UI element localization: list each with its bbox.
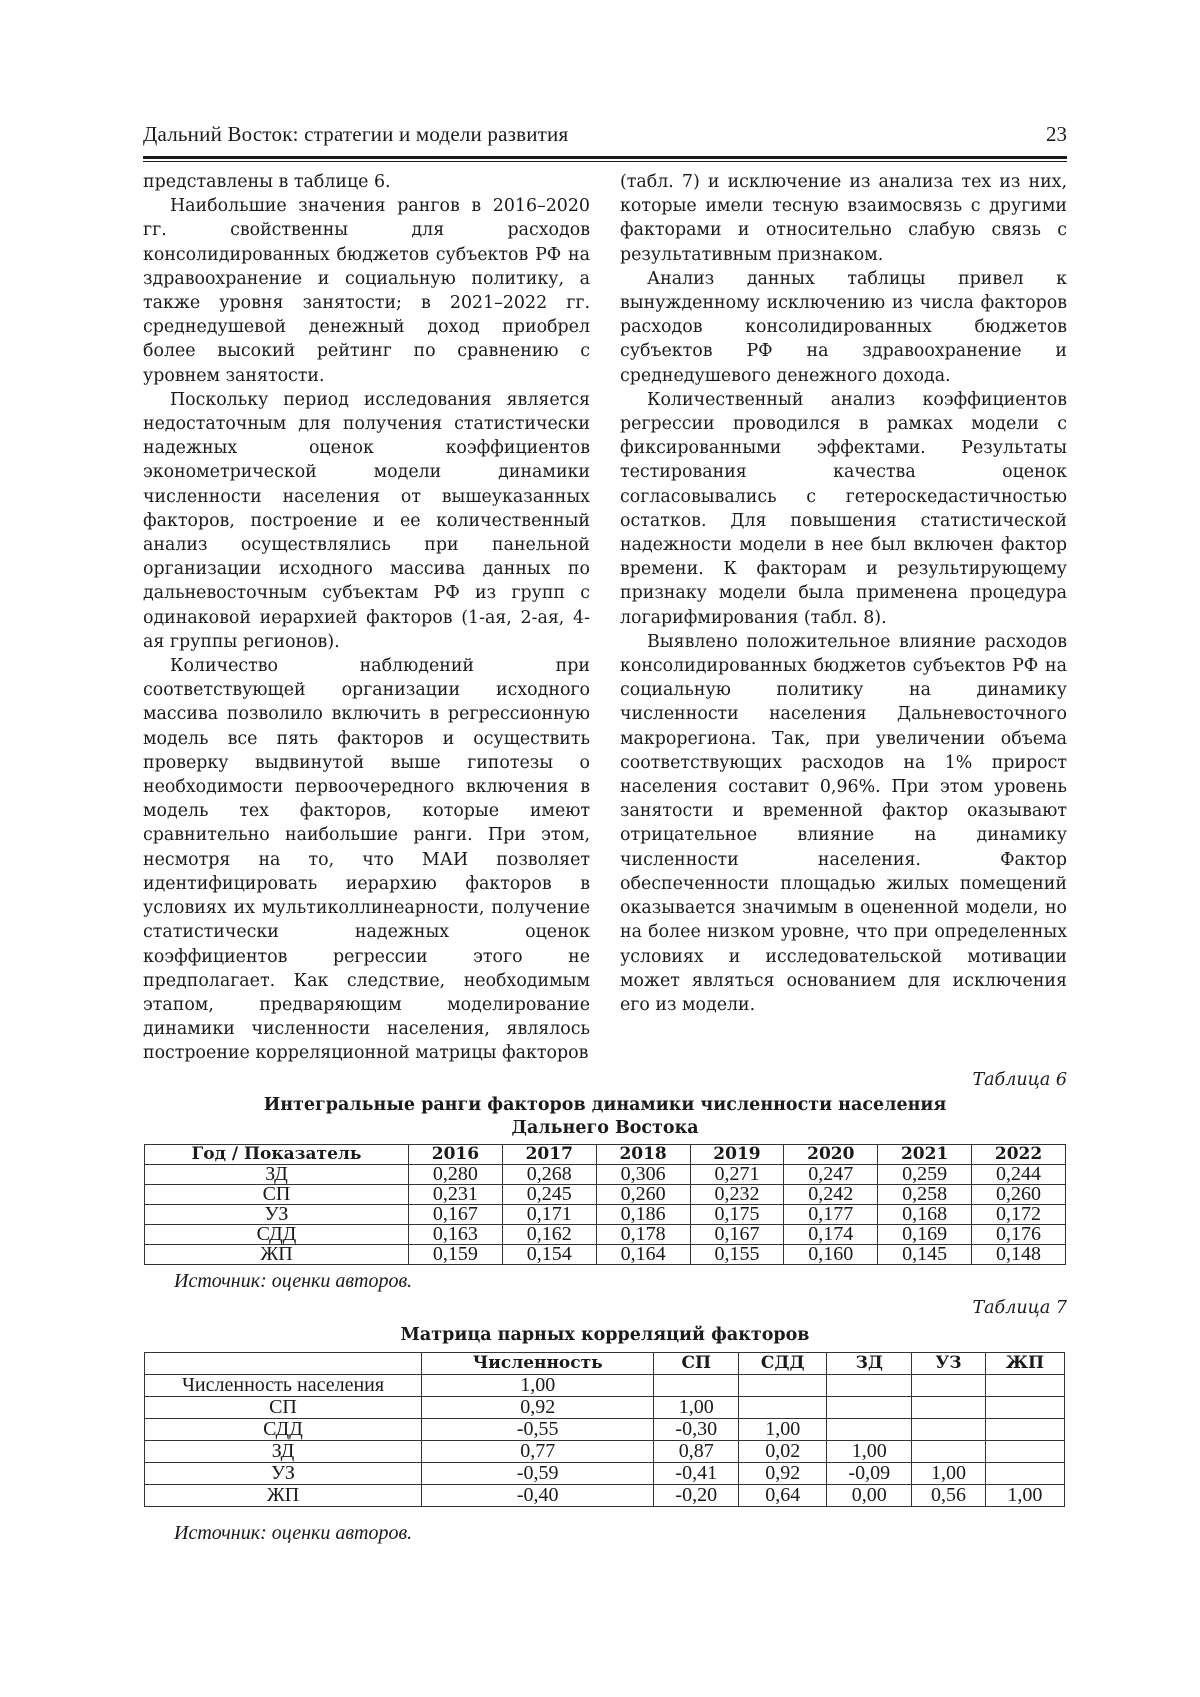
value-cell — [985, 1375, 1064, 1397]
value-cell: 0,00 — [827, 1485, 912, 1507]
table-row — [145, 1485, 1065, 1507]
value-cell: 0,232 — [690, 1185, 784, 1205]
table-row — [145, 1397, 1065, 1419]
table-row — [145, 1419, 1065, 1441]
value-cell: 0,167 — [690, 1225, 784, 1245]
running-header — [143, 118, 1067, 148]
value-cell: 0,172 — [972, 1205, 1066, 1225]
value-cell: 0,268 — [502, 1165, 596, 1185]
value-cell: 0,174 — [784, 1225, 878, 1245]
table6-title-line1: Интегральные ранги факторов динамики численности населения — [263, 1095, 947, 1115]
row-label-cell: СДД — [145, 1419, 422, 1441]
table7-label: Таблица 7 — [972, 1298, 1067, 1318]
value-cell: 0,02 — [739, 1441, 827, 1463]
value-cell: 0,231 — [409, 1185, 503, 1205]
value-cell: 0,242 — [784, 1185, 878, 1205]
column-header: 2020 — [784, 1145, 878, 1165]
left-text-column — [143, 170, 590, 1066]
value-cell: 0,164 — [596, 1245, 690, 1265]
value-cell: -0,59 — [422, 1463, 654, 1485]
row-label-cell: Численность населения — [145, 1375, 422, 1397]
table7-title: Матрица парных корреляций факторов — [400, 1325, 810, 1345]
value-cell: 0,162 — [502, 1225, 596, 1245]
paragraph: Количественный анализ коэффициентов регрессии проводился в рамках модели с фиксированными эффектами. Результаты тестирования качества оценок согласовывались с гетероскедастичностью остатков. Для повышения статистической надежности модели в нее был включен фактор времени. К факторам и результирующему признаку модели была применена процедура логарифмирования (табл. 8). — [620, 389, 1067, 628]
table-row — [145, 1225, 1066, 1245]
row-label-cell: ЖП — [145, 1245, 409, 1265]
value-cell: 0,171 — [502, 1205, 596, 1225]
value-cell: 0,244 — [972, 1165, 1066, 1185]
paragraph: представлены в таблице 6. — [143, 172, 391, 192]
table7-correlation-matrix — [144, 1352, 1065, 1507]
column-header: 2019 — [690, 1145, 784, 1165]
value-cell: 0,87 — [654, 1441, 739, 1463]
value-cell: -0,09 — [827, 1463, 912, 1485]
value-cell: 0,306 — [596, 1165, 690, 1185]
value-cell — [739, 1397, 827, 1419]
value-cell — [912, 1441, 986, 1463]
value-cell: 1,00 — [654, 1397, 739, 1419]
value-cell — [912, 1419, 986, 1441]
value-cell — [827, 1397, 912, 1419]
table6-source: Источник: оценки авторов. — [174, 1270, 413, 1292]
column-header: 2017 — [502, 1145, 596, 1165]
column-header: 2021 — [878, 1145, 972, 1165]
column-header: ЖП — [985, 1353, 1064, 1375]
value-cell: 0,186 — [596, 1205, 690, 1225]
value-cell — [985, 1463, 1064, 1485]
value-cell: -0,20 — [654, 1485, 739, 1507]
value-cell: 0,175 — [690, 1205, 784, 1225]
value-cell: 0,247 — [784, 1165, 878, 1185]
value-cell: 0,245 — [502, 1185, 596, 1205]
table-row — [145, 1375, 1065, 1397]
header-rule-thick — [143, 156, 1067, 159]
value-cell: 0,154 — [502, 1245, 596, 1265]
value-cell: 0,178 — [596, 1225, 690, 1245]
column-header: УЗ — [912, 1353, 986, 1375]
table-row — [145, 1185, 1066, 1205]
table6-label: Таблица 6 — [972, 1070, 1067, 1090]
row-label-cell: ЗД — [145, 1165, 409, 1185]
table-header-row — [145, 1353, 1065, 1375]
table-row — [145, 1463, 1065, 1485]
value-cell: -0,41 — [654, 1463, 739, 1485]
page-number: 23 — [1046, 122, 1067, 146]
value-cell: 1,00 — [827, 1441, 912, 1463]
value-cell: 0,159 — [409, 1245, 503, 1265]
column-header: ЗД — [827, 1353, 912, 1375]
table6-title — [143, 1094, 1067, 1140]
value-cell — [985, 1419, 1064, 1441]
value-cell: 1,00 — [422, 1375, 654, 1397]
value-cell: 0,177 — [784, 1205, 878, 1225]
column-header: СДД — [739, 1353, 827, 1375]
value-cell: 0,260 — [972, 1185, 1066, 1205]
right-text-column — [620, 170, 1067, 1017]
value-cell: 0,148 — [972, 1245, 1066, 1265]
paragraph: (табл. 7) и исключение из анализа тех из них, которые имели тесную взаимосвязь с другими факторами и относительно слабую связь с результативным признаком. — [620, 172, 1067, 265]
value-cell: 0,145 — [878, 1245, 972, 1265]
row-label-cell: СП — [145, 1397, 422, 1419]
column-header: Год / Показатель — [145, 1145, 409, 1165]
row-label-cell: УЗ — [145, 1463, 422, 1485]
value-cell: 0,260 — [596, 1185, 690, 1205]
table7-source: Источник: оценки авторов. — [174, 1522, 413, 1544]
table6-integral-ranks — [144, 1144, 1066, 1265]
value-cell: 0,92 — [739, 1463, 827, 1485]
column-header: СП — [654, 1353, 739, 1375]
row-label-cell: ЗД — [145, 1441, 422, 1463]
row-label-cell: СДД — [145, 1225, 409, 1245]
value-cell: 0,169 — [878, 1225, 972, 1245]
value-cell — [739, 1375, 827, 1397]
value-cell: 0,271 — [690, 1165, 784, 1185]
paragraph: Количество наблюдений при соответствующей организации исходного массива позволило включить в регрессионную модель все пять факторов и осуществить проверку выдвинутой выше гипотезы о необходимости первоочередного включения в модель тех факторов, которые имеют сравнительно наибольшие ранги. При этом, несмотря на то, что МАИ позволяет идентифицировать иерархию факторов в условиях их мультиколлинеарности, получение статистически надежных оценок коэффициентов регрессии этого не предполагает. Как следствие, необходимым этапом, предваряющим моделирование динамики численности населения, являлось построение корреляционной матрицы факторов — [143, 656, 590, 1064]
value-cell: 1,00 — [912, 1463, 986, 1485]
value-cell — [912, 1375, 986, 1397]
value-cell: 0,77 — [422, 1441, 654, 1463]
table-row — [145, 1441, 1065, 1463]
value-cell: 1,00 — [739, 1419, 827, 1441]
paragraph: Поскольку период исследования является недостаточным для получения статистически надежных оценок коэффициентов эконометрической модели динамики численности населения от вышеуказанных факторов, построение и ее количественный анализ осуществлялись при панельной организации исходного массива данных по дальневосточным субъектам РФ из групп с одинаковой иерархией факторов (1-ая, 2-ая, 4-ая группы регионов). — [143, 389, 590, 652]
value-cell: 0,259 — [878, 1165, 972, 1185]
row-label-cell: СП — [145, 1185, 409, 1205]
value-cell — [827, 1375, 912, 1397]
value-cell — [912, 1397, 986, 1419]
row-label-cell: ЖП — [145, 1485, 422, 1507]
paragraph: Анализ данных таблицы привел к вынужденному исключению из числа факторов расходов консолидированных бюджетов субъектов РФ на здравоохранение и среднедушевого денежного дохода. — [620, 268, 1067, 386]
column-header: Численность — [422, 1353, 654, 1375]
value-cell: 0,167 — [409, 1205, 503, 1225]
value-cell: 0,64 — [739, 1485, 827, 1507]
value-cell: -0,30 — [654, 1419, 739, 1441]
value-cell: 0,92 — [422, 1397, 654, 1419]
column-header: 2022 — [972, 1145, 1066, 1165]
column-header: 2018 — [596, 1145, 690, 1165]
value-cell: 0,163 — [409, 1225, 503, 1245]
table-row — [145, 1245, 1066, 1265]
column-header: 2016 — [409, 1145, 503, 1165]
value-cell: 0,168 — [878, 1205, 972, 1225]
value-cell: -0,40 — [422, 1485, 654, 1507]
table-header-row — [145, 1145, 1066, 1165]
value-cell: 0,155 — [690, 1245, 784, 1265]
value-cell — [985, 1441, 1064, 1463]
paragraph: Наибольшие значения рангов в 2016–2020 гг. свойственны для расходов консолидированных бюджетов субъектов РФ на здравоохранение и социальную политику, а также уровня занятости; в 2021–2022 гг. среднедушевой денежный доход приобрел более высокий рейтинг по сравнению с уровнем занятости. — [143, 196, 590, 386]
value-cell: 0,160 — [784, 1245, 878, 1265]
value-cell — [985, 1397, 1064, 1419]
value-cell: 1,00 — [985, 1485, 1064, 1507]
value-cell: 0,258 — [878, 1185, 972, 1205]
table-row — [145, 1205, 1066, 1225]
row-label-cell: УЗ — [145, 1205, 409, 1225]
value-cell — [827, 1419, 912, 1441]
header-rule-thin — [143, 161, 1067, 162]
column-header — [145, 1353, 422, 1375]
value-cell: 0,280 — [409, 1165, 503, 1185]
paragraph: Выявлено положительное влияние расходов консолидированных бюджетов субъектов РФ на социальную политику на динамику численности населения Дальневосточного макрорегиона. Так, при увеличении объема соответствующих расходов на 1% прирост населения составит 0,96%. При этом уровень занятости и временной фактор оказывают отрицательное влияние на динамику численности населения. Фактор обеспеченности площадью жилых помещений оказывается значимым в оцененной модели, но на более низком уровне, что при определенных условиях и исследовательской мотивации может являться основанием для исключения его из модели. — [620, 631, 1067, 1015]
value-cell: 0,176 — [972, 1225, 1066, 1245]
value-cell: 0,56 — [912, 1485, 986, 1507]
value-cell — [654, 1375, 739, 1397]
value-cell: -0,55 — [422, 1419, 654, 1441]
table-row — [145, 1165, 1066, 1185]
journal-section-title: Дальний Восток: стратегии и модели развития — [143, 122, 569, 146]
table6-title-line2: Дальнего Востока — [511, 1118, 699, 1138]
